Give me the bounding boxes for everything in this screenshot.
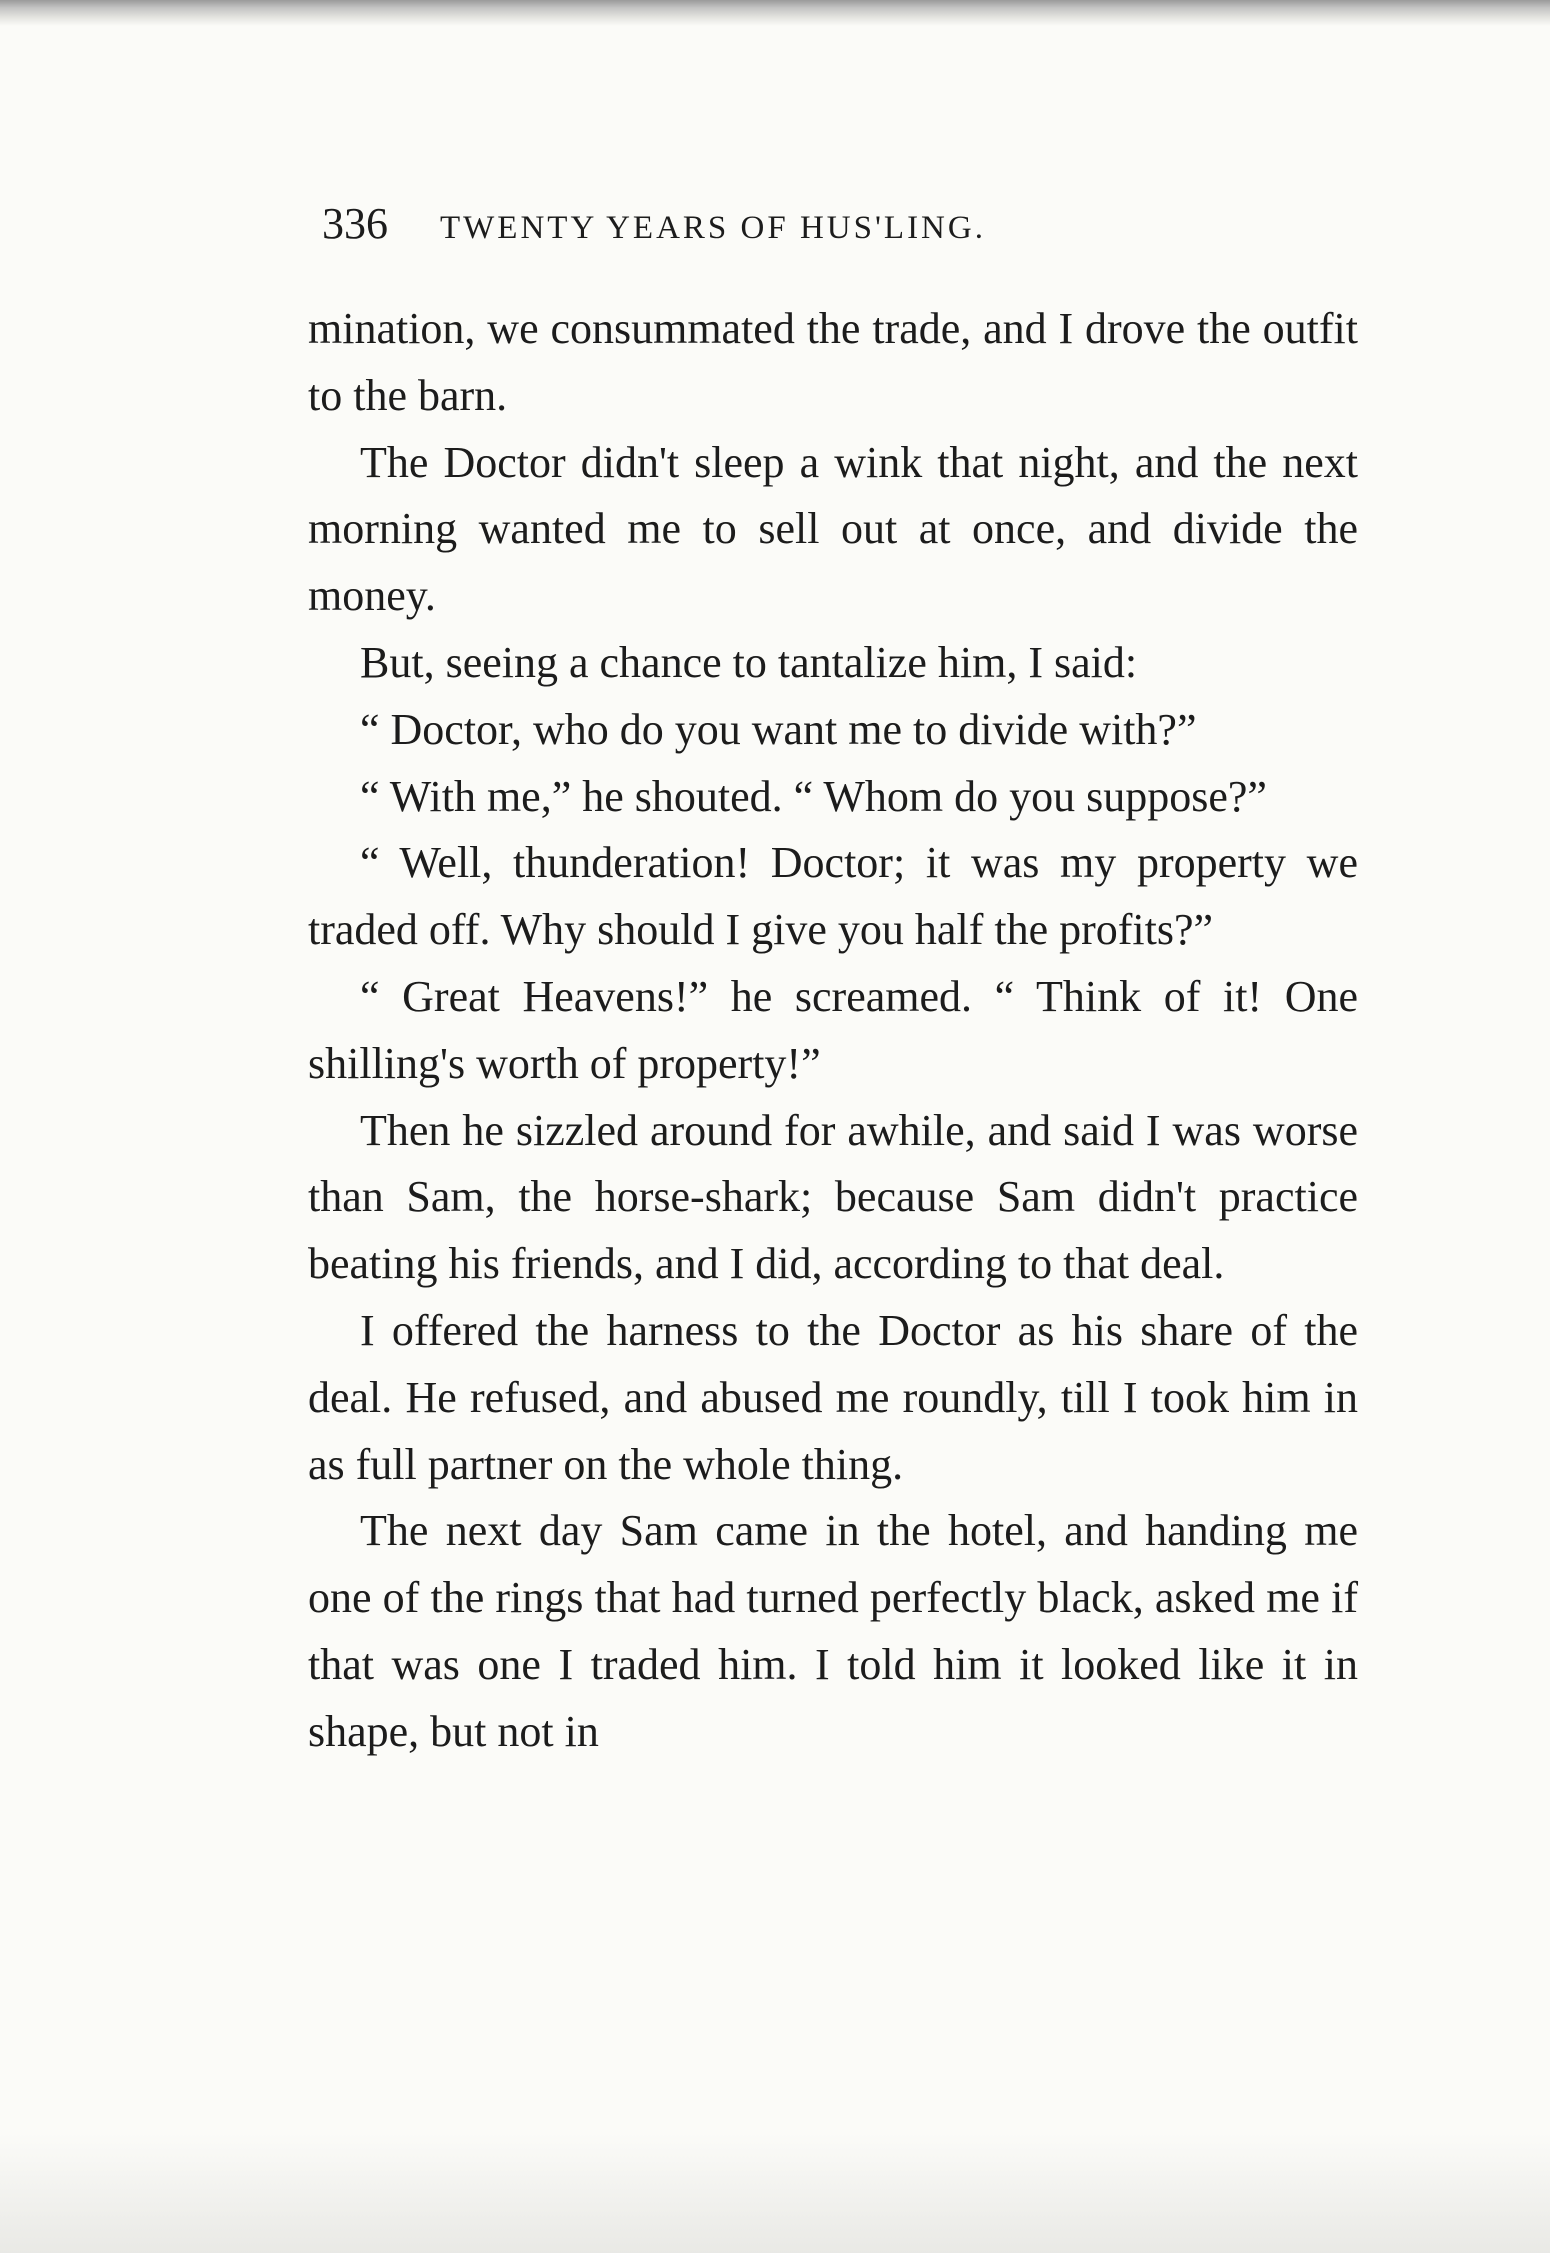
paragraph: But, seeing a chance to tantalize him, I said: <box>360 637 1138 687</box>
paragraph: “ Well, thunderation! Doctor; it was my property we traded off. Why should I give you half the profits?” <box>308 838 1358 955</box>
paragraph: mination, we consummated the trade, and I drove the outfit to the barn. <box>308 304 1358 420</box>
page-number: 336 <box>322 199 388 248</box>
running-head <box>322 198 1222 258</box>
paragraph: Then he sizzled around for awhile, and said I was worse than Sam, the horse-shark; because Sam didn't practice beating his friends, and I did, according to that deal. <box>308 1105 1358 1289</box>
scan-bottom-edge <box>0 2133 1550 2253</box>
paragraph: I offered the harness to the Doctor as his share of the deal. He refused, and abused me roundly, till I took him in as full partner on the whole thing. <box>308 1305 1358 1489</box>
scan-top-edge <box>0 0 1550 26</box>
running-title: TWENTY YEARS OF HUS'LING. <box>440 210 986 246</box>
paragraph: The next day Sam came in the hotel, and handing me one of the rings that had turned perfectly black, asked me if that was one I traded him. I told him it looked like it in shape, but not in <box>308 1506 1358 1756</box>
body-text <box>308 296 1358 1766</box>
paragraph: “ Doctor, who do you want me to divide with?” <box>360 704 1197 754</box>
paragraph: “ Great Heavens!” he screamed. “ Think of it! One shilling's worth of property!” <box>308 971 1358 1088</box>
paragraph: “ With me,” he shouted. “ Whom do you suppose?” <box>360 771 1267 821</box>
paragraph: The Doctor didn't sleep a wink that night, and the next morning wanted me to sell out at once, and divide the money. <box>308 437 1358 621</box>
